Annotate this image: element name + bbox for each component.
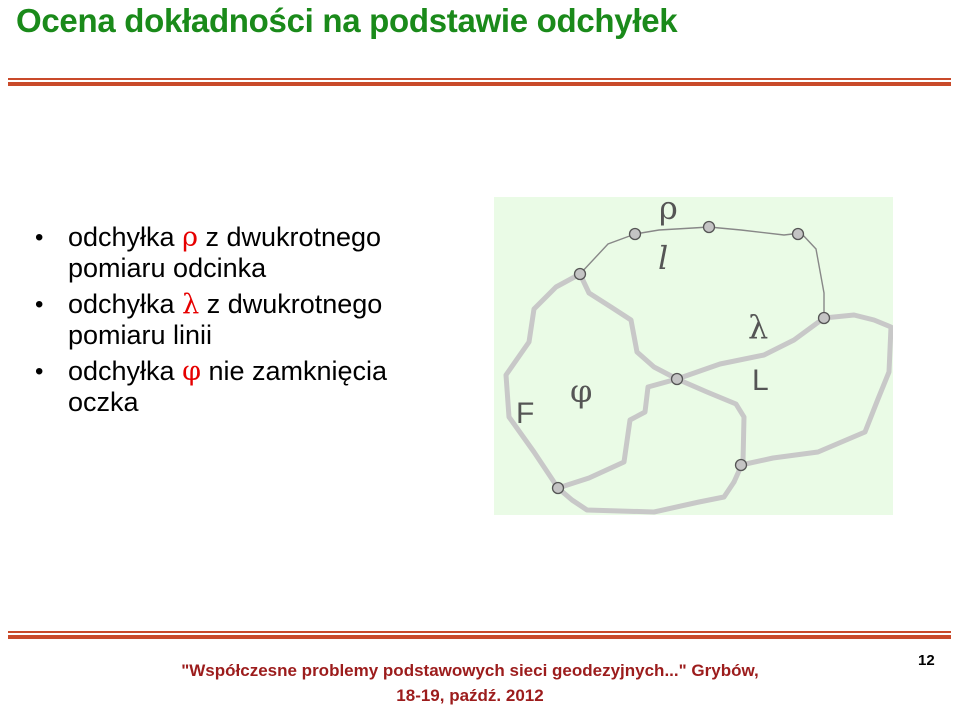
network-point bbox=[793, 229, 804, 240]
top-divider bbox=[8, 78, 951, 86]
bullet-item-rho bbox=[35, 222, 455, 284]
bullet-text: nie zamknięcia oczka bbox=[68, 356, 388, 417]
phi-symbol: φ bbox=[182, 356, 201, 387]
label-l: l bbox=[658, 239, 669, 277]
footer bbox=[150, 658, 790, 708]
label-rho: ρ bbox=[659, 197, 678, 227]
slide-title: Ocena dokładności na podstawie odchyłek bbox=[16, 2, 678, 39]
page-number: 12 bbox=[918, 652, 935, 669]
line-right-inner bbox=[677, 379, 744, 482]
network-point bbox=[575, 269, 586, 280]
label-lambda: λ bbox=[748, 308, 769, 346]
line-top-thin bbox=[580, 227, 824, 318]
footer-line-1: "Współczesne problemy podstawowych sieci geodezyjnych..." Grybów, bbox=[181, 661, 759, 680]
bullet-text: odchyłka bbox=[68, 222, 183, 252]
lambda-symbol: λ bbox=[182, 289, 200, 320]
line-left-inner bbox=[580, 274, 677, 379]
bullet-text: z dwukrotnego pomiaru odcinka bbox=[68, 222, 382, 283]
network-diagram bbox=[494, 197, 893, 515]
bullet-item-phi bbox=[35, 356, 455, 418]
label-L: L bbox=[752, 364, 769, 397]
network-point bbox=[672, 374, 683, 385]
bullet-item-lambda bbox=[35, 289, 455, 351]
network-point bbox=[736, 460, 747, 471]
network-point bbox=[819, 313, 830, 324]
line-bottom bbox=[558, 482, 734, 512]
line-left-outer bbox=[506, 274, 580, 488]
rho-symbol: ρ bbox=[182, 222, 198, 253]
network-point bbox=[704, 222, 715, 233]
label-F: F bbox=[516, 397, 535, 430]
bottom-divider bbox=[8, 631, 951, 639]
bullet-text: odchyłka bbox=[68, 289, 183, 319]
bullet-text: odchyłka bbox=[68, 356, 183, 386]
network-svg bbox=[494, 197, 893, 515]
footer-line-2: 18-19, paźdź. 2012 bbox=[396, 686, 544, 705]
label-phi: φ bbox=[570, 372, 593, 410]
bullet-list bbox=[35, 222, 455, 423]
network-point bbox=[553, 483, 564, 494]
network-point bbox=[630, 229, 641, 240]
bullet-text: z dwukrotnego pomiaru linii bbox=[68, 289, 383, 350]
